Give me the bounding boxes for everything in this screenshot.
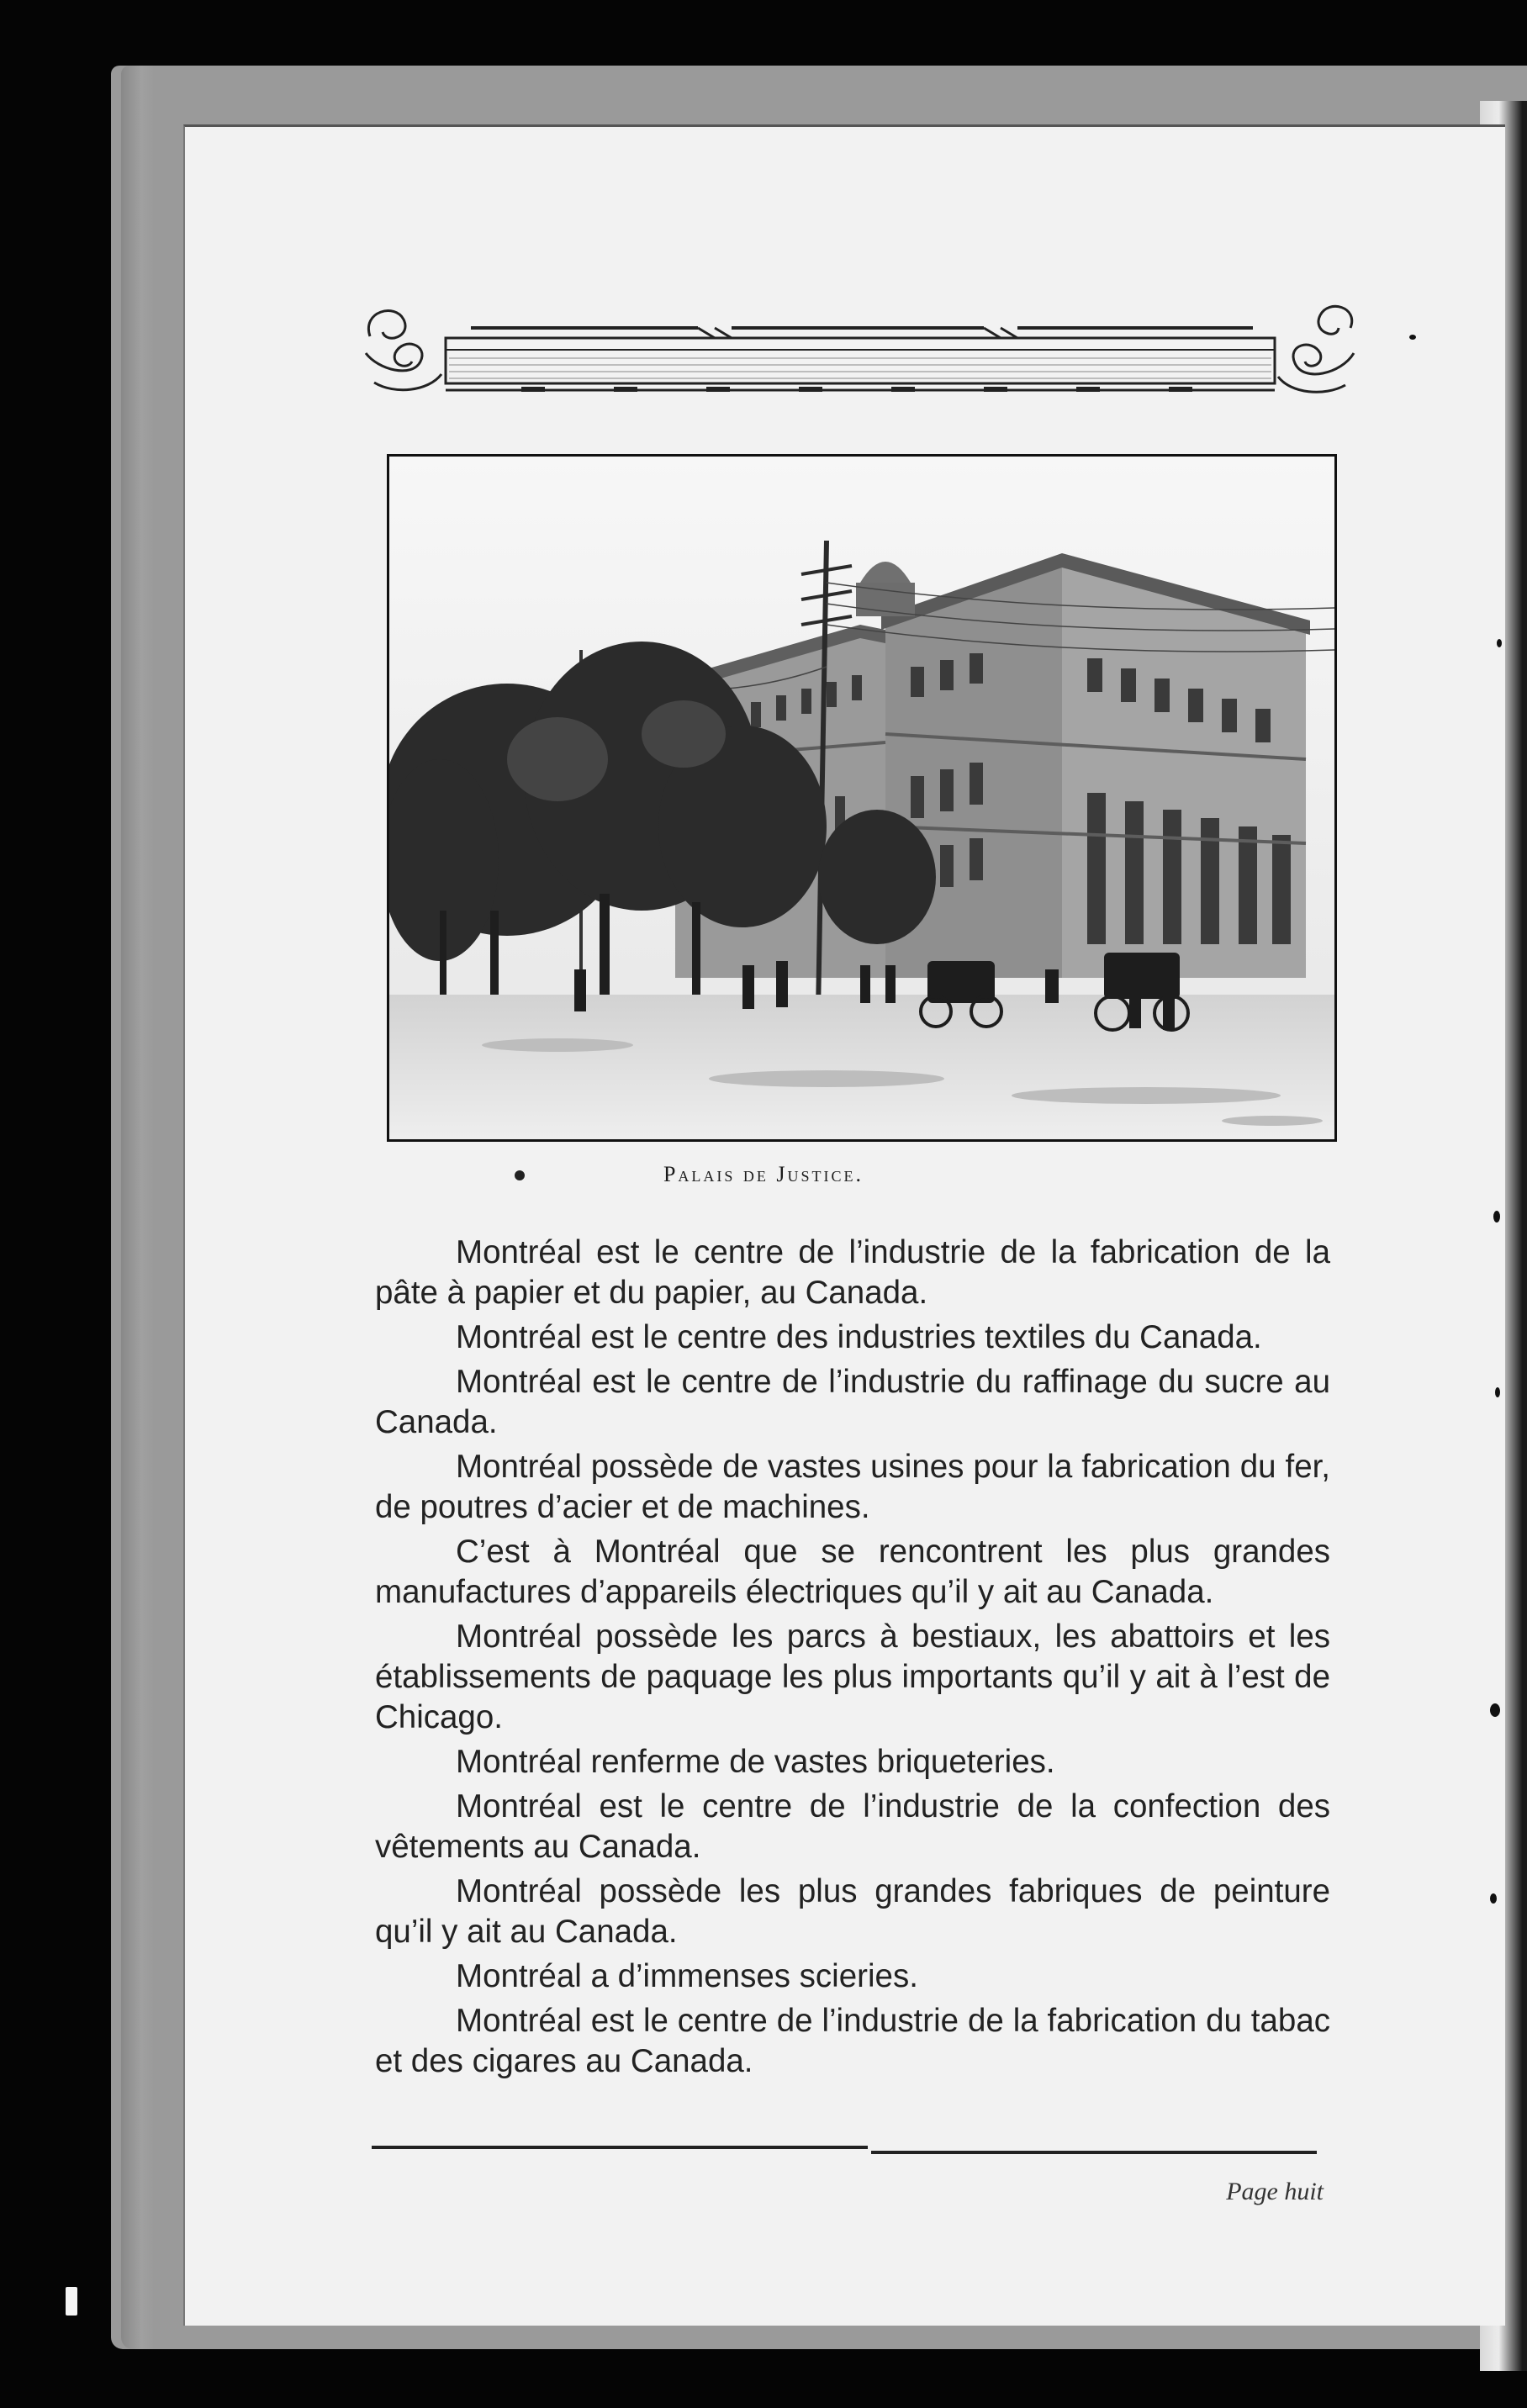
- paragraph: C’est à Montréal que se rencontrent les plus grandes manufactures d’appareils électriques qu’il y ait au Canada.: [375, 1534, 1330, 1610]
- paragraph: Montréal est le centre de l’industrie de la fabrication de la pâte à papier et du papier, au Canada.: [375, 1234, 1330, 1311]
- scan-mark: [66, 2287, 77, 2316]
- paragraph: Montréal est le centre des industries textiles du Canada.: [456, 1319, 1262, 1355]
- paragraph: Montréal a d’immenses scieries.: [456, 1958, 918, 1994]
- paragraph: Montréal possède les parcs à bestiaux, les abattoirs et les établissements de paquage les plus importants qu’il y ait à l’est de Chicago.: [375, 1619, 1330, 1735]
- scan-speck: [1493, 1211, 1500, 1222]
- paragraph: Montréal est le centre de l’industrie du raffinage du sucre au Canada.: [375, 1364, 1330, 1440]
- paragraph: Montréal est le centre de l’industrie de la fabrication du tabac et des cigares au Canada.: [375, 2003, 1330, 2079]
- paragraph: Montréal est le centre de l’industrie de la confection des vêtements au Canada.: [375, 1788, 1330, 1865]
- body-text: [375, 1233, 1330, 2086]
- scan-speck: [1490, 1893, 1497, 1904]
- page-number: Page huit: [1226, 2178, 1324, 2205]
- footer-rule-left: [372, 2146, 868, 2149]
- scan-speck: [1490, 1703, 1500, 1717]
- footer-rule-right: [871, 2151, 1317, 2154]
- scan-speck: [1495, 1387, 1500, 1397]
- paragraph: Montréal possède de vastes usines pour la fabrication du fer, de poutres d’acier et de machines.: [375, 1449, 1330, 1525]
- paragraph: Montréal renferme de vastes briqueteries.: [456, 1744, 1055, 1780]
- scan-speck: [1409, 335, 1416, 340]
- building-photograph: [387, 454, 1337, 1142]
- scan-speck: [1497, 639, 1502, 647]
- photo-caption: Palais de Justice.: [663, 1162, 864, 1186]
- paragraph: Montréal possède les plus grandes fabriques de peinture qu’il y ait au Canada.: [375, 1873, 1330, 1950]
- header-ornament: [362, 303, 1359, 400]
